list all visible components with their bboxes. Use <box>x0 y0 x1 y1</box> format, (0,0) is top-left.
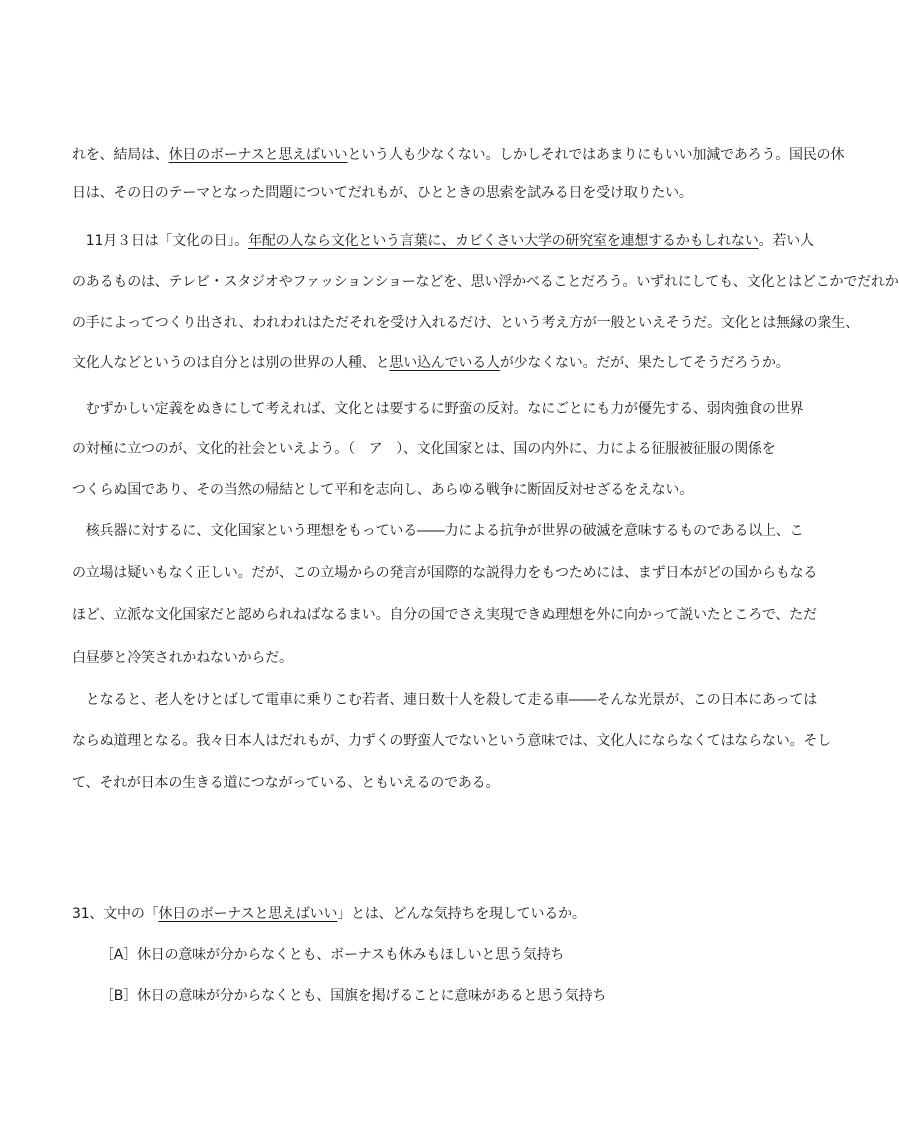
passage-line-1-end: という人も少なくない。しかしそれではあまりにもいい加減であろう。国民の休 <box>347 147 845 163</box>
passage-line-4: のあるものは、テレビ・スタジオやファッションショーなどを、思い浮かべることだろう。いずれにしても、文化とはどこかでだれか <box>72 274 899 290</box>
question-underlined-phrase: 休日のボーナスと思えばいい <box>158 906 338 922</box>
passage-line-10: 核兵器に対するに、文化国家という理想をもっている――力による抗争が世界の破滅を意味するものである以上、こ <box>72 523 804 539</box>
passage-line-9: つくらぬ国であり、その当然の帰結として平和を志向し、あらゆる戦争に断固反対せざるをえない。 <box>72 482 693 498</box>
passage-line-1 <box>72 145 844 165</box>
passage-line-12: ほど、立派な文化国家だと認められねばなるまい。自分の国でさえ実現できぬ理想を外に向かって説いたところで、ただ <box>72 607 817 623</box>
passage-line-14: となると、老人をけとばして電車に乗りこむ若者、連日数十人を殺して走る車――そんな光景が、この日本にあっては <box>72 692 818 708</box>
question-stem-end: 」とは、どんな気持ちを現しているか。 <box>337 906 586 922</box>
question-stem-start: 31、文中の「 <box>72 906 159 922</box>
passage-line-5: の手によってつくり出され、われわれはただそれを受け入れるだけ、という考え方が一般といえそうだ。文化とは無縁の衆生、 <box>72 315 859 331</box>
passage-line-1-start: れを、結局は、 <box>72 147 169 163</box>
passage-line-15: ならぬ道理となる。我々日本人はだれもが、力ずくの野蛮人でないという意味では、文化人にならなくてはならない。そし <box>72 733 831 749</box>
underlined-phrase-elderly-culture: 年配の人なら文化という言葉に、カビくさい大学の研究室を連想するかもしれない <box>248 233 759 249</box>
passage-line-6 <box>72 353 790 373</box>
passage-line-11: の立場は疑いもなく正しい。だが、この立場からの発言が国際的な説得力をもつためには、まず日本がどの国からもなる <box>72 565 818 581</box>
passage-line-6-end: が少なくない。だが、果たしてそうだろうか。 <box>499 355 790 371</box>
passage-line-16: て、それが日本の生きる道につながっている、ともいえるのである。 <box>72 775 500 791</box>
underlined-phrase-holiday-bonus: 休日のボーナスと思えばいい <box>168 147 348 163</box>
question-stem <box>72 904 586 924</box>
underlined-phrase-believers: 思い込んでいる人 <box>389 355 500 371</box>
passage-line-3-end: 。若い人 <box>758 233 814 249</box>
passage-line-7: むずかしい定義をぬきにして考えれば、文化とは要するに野蛮の反対。なにごとにも力が優先する、弱肉強食の世界 <box>72 401 804 417</box>
passage-line-13: 白昼夢と冷笑されかねないからだ。 <box>72 650 293 666</box>
passage-line-6-start: 文化人などというのは自分とは別の世界の人種、と <box>72 355 390 371</box>
passage-line-3 <box>72 231 814 251</box>
passage-line-8: の対極に立つのが、文化的社会といえよう。（ ア ）、文化国家とは、国の内外に、力による征服被征服の関係を <box>72 441 776 457</box>
passage-line-2: 日は、その日のテーマとなった問題についてだれもが、ひとときの思索を試みる日を受け取りたい。 <box>72 185 693 201</box>
answer-option-b: ［B］休日の意味が分からなくとも、国旗を掲げることに意味があると思う気持ち <box>100 988 607 1004</box>
passage-line-3-start: 11月３日は「文化の日」。 <box>72 233 249 249</box>
answer-option-a: ［A］休日の意味が分からなくとも、ボーナスも休みもほしいと思う気持ち <box>100 947 565 963</box>
